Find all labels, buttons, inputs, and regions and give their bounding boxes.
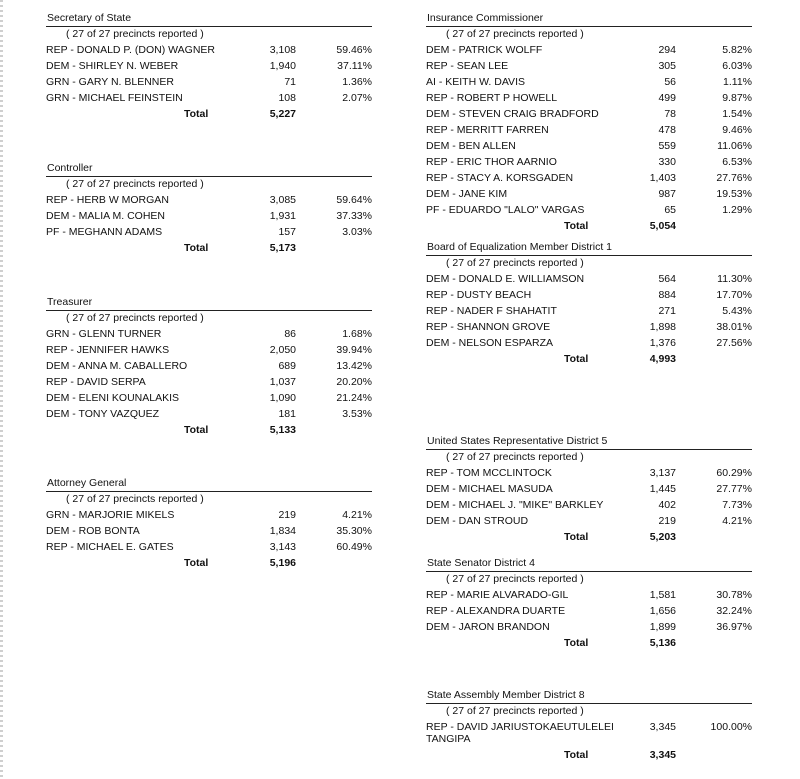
total-row <box>426 529 752 545</box>
vote-count: 1,834 <box>269 525 296 537</box>
vote-percent: 4.21% <box>342 509 372 521</box>
candidate-name: REP - MICHAEL E. GATES <box>46 541 174 553</box>
candidate-name: REP - SEAN LEE <box>426 60 509 72</box>
race-united-states-representative-district-5 <box>426 434 752 545</box>
candidate-row <box>46 208 372 224</box>
candidate-name: DEM - ANNA M. CABALLERO <box>46 360 188 372</box>
candidate-name: REP - JENNIFER HAWKS <box>46 344 170 356</box>
candidate-row <box>46 90 372 106</box>
candidate-row <box>426 202 752 218</box>
vote-percent: 11.30% <box>717 273 752 285</box>
candidate-name: REP - MERRITT FARREN <box>426 124 549 136</box>
candidate-name: DEM - JARON BRANDON <box>426 621 550 633</box>
vote-count: 3,137 <box>649 467 676 479</box>
candidate-name: PF - EDUARDO "LALO" VARGAS <box>426 204 585 216</box>
candidate-row <box>426 186 752 202</box>
race-title: Treasurer <box>47 296 93 308</box>
candidate-row <box>46 523 372 539</box>
total-row <box>46 422 372 438</box>
total-label: Total <box>184 424 209 436</box>
vote-count: 2,050 <box>269 344 296 356</box>
total-votes: 5,227 <box>269 108 296 120</box>
candidate-row <box>426 90 752 106</box>
precincts-reported: ( 27 of 27 precincts reported ) <box>446 705 584 717</box>
candidate-row <box>46 42 372 58</box>
candidate-row <box>426 303 752 319</box>
candidate-row <box>426 481 752 497</box>
candidate-name: REP - NADER F SHAHATIT <box>426 305 557 317</box>
vote-count: 3,345 <box>649 721 676 733</box>
candidate-row <box>46 74 372 90</box>
candidate-name: AI - KEITH W. DAVIS <box>426 76 525 88</box>
candidate-row <box>426 497 752 513</box>
candidate-row <box>426 287 752 303</box>
vote-count: 330 <box>658 156 676 168</box>
candidate-name: REP - ROBERT P HOWELL <box>426 92 558 104</box>
vote-percent: 1.36% <box>342 76 372 88</box>
precincts-reported: ( 27 of 27 precincts reported ) <box>66 312 204 324</box>
total-label: Total <box>184 108 209 120</box>
vote-percent: 7.73% <box>722 499 752 511</box>
candidate-row <box>46 342 372 358</box>
candidate-name: DEM - MALIA M. COHEN <box>46 210 166 222</box>
total-row <box>426 218 752 234</box>
precincts-reported: ( 27 of 27 precincts reported ) <box>446 28 584 40</box>
vote-percent: 21.24% <box>336 392 372 404</box>
race-title: Secretary of State <box>47 12 132 24</box>
total-label: Total <box>564 531 589 543</box>
vote-percent: 60.49% <box>336 541 372 553</box>
candidate-row <box>426 138 752 154</box>
candidate-name: REP - STACY A. KORSGADEN <box>426 172 574 184</box>
vote-count: 271 <box>658 305 676 317</box>
total-votes: 5,203 <box>649 531 676 543</box>
vote-count: 71 <box>284 76 296 88</box>
vote-percent: 6.53% <box>722 156 752 168</box>
vote-percent: 30.78% <box>716 589 752 601</box>
total-label: Total <box>564 749 589 761</box>
vote-percent: 27.56% <box>716 337 752 349</box>
race-title: Board of Equalization Member District 1 <box>427 241 612 253</box>
vote-percent: 13.42% <box>336 360 372 372</box>
candidate-row <box>46 507 372 523</box>
vote-count: 1,656 <box>649 605 676 617</box>
vote-percent: 39.94% <box>336 344 372 356</box>
total-row <box>426 747 752 763</box>
race-title: Insurance Commissioner <box>427 12 544 24</box>
race-title: Controller <box>47 162 93 174</box>
race-board-of-equalization-member-district-1 <box>426 240 752 367</box>
vote-count: 884 <box>658 289 676 301</box>
vote-count: 3,085 <box>269 194 296 206</box>
candidate-row <box>426 719 752 747</box>
vote-percent: 59.64% <box>336 194 372 206</box>
candidate-row <box>426 154 752 170</box>
candidate-name: REP - ALEXANDRA DUARTE <box>426 605 566 617</box>
candidate-row <box>426 42 752 58</box>
candidate-name: DEM - DAN STROUD <box>426 515 529 527</box>
vote-count: 1,403 <box>649 172 676 184</box>
candidate-row <box>46 224 372 240</box>
candidate-name: REP - DONALD P. (DON) WAGNER <box>46 44 215 56</box>
candidate-name: REP - HERB W MORGAN <box>46 194 169 206</box>
candidate-row <box>426 319 752 335</box>
candidate-name: DEM - TONY VAZQUEZ <box>46 408 159 420</box>
candidate-row <box>46 326 372 342</box>
precincts-reported: ( 27 of 27 precincts reported ) <box>66 493 204 505</box>
vote-count: 65 <box>664 204 676 216</box>
vote-count: 1,376 <box>649 337 676 349</box>
race-title: Attorney General <box>47 477 127 489</box>
vote-count: 1,581 <box>649 589 676 601</box>
vote-percent: 27.76% <box>716 172 752 184</box>
candidate-row <box>426 513 752 529</box>
total-row <box>46 106 372 122</box>
vote-count: 219 <box>658 515 676 527</box>
candidate-row <box>46 406 372 422</box>
vote-count: 3,108 <box>269 44 296 56</box>
vote-percent: 27.77% <box>716 483 752 495</box>
vote-count: 1,037 <box>269 376 296 388</box>
candidate-name: REP - TOM MCCLINTOCK <box>426 467 552 479</box>
candidate-name: DEM - SHIRLEY N. WEBER <box>46 60 179 72</box>
total-votes: 3,345 <box>649 749 676 761</box>
candidate-name: DEM - BEN ALLEN <box>426 140 516 152</box>
vote-count: 3,143 <box>269 541 296 553</box>
race-title: State Assembly Member District 8 <box>427 689 585 701</box>
vote-count: 402 <box>658 499 676 511</box>
candidate-row <box>46 58 372 74</box>
vote-percent: 9.46% <box>722 124 752 136</box>
candidate-row <box>426 465 752 481</box>
vote-percent: 20.20% <box>336 376 372 388</box>
vote-percent: 36.97% <box>716 621 752 633</box>
total-label: Total <box>564 353 589 365</box>
candidate-name: DEM - NELSON ESPARZA <box>426 337 553 349</box>
total-votes: 4,993 <box>649 353 676 365</box>
total-label: Total <box>184 242 209 254</box>
vote-count: 1,445 <box>649 483 676 495</box>
vote-count: 689 <box>278 360 296 372</box>
vote-percent: 59.46% <box>336 44 372 56</box>
total-votes: 5,054 <box>649 220 676 232</box>
vote-percent: 32.24% <box>716 605 752 617</box>
candidate-name: REP - DUSTY BEACH <box>426 289 532 301</box>
vote-percent: 19.53% <box>716 188 752 200</box>
precincts-reported: ( 27 of 27 precincts reported ) <box>446 257 584 269</box>
vote-count: 219 <box>278 509 296 521</box>
vote-percent: 1.29% <box>722 204 752 216</box>
vote-percent: 1.54% <box>722 108 752 120</box>
vote-count: 305 <box>658 60 676 72</box>
vote-count: 987 <box>658 188 676 200</box>
vote-count: 559 <box>658 140 676 152</box>
candidate-row <box>46 358 372 374</box>
total-row <box>426 635 752 651</box>
candidate-row <box>426 335 752 351</box>
candidate-name: DEM - DONALD E. WILLIAMSON <box>426 273 585 285</box>
vote-percent: 1.68% <box>342 328 372 340</box>
candidate-row <box>46 539 372 555</box>
vote-percent: 37.11% <box>337 60 372 72</box>
total-votes: 5,133 <box>269 424 296 436</box>
precincts-reported: ( 27 of 27 precincts reported ) <box>66 178 204 190</box>
precincts-reported: ( 27 of 27 precincts reported ) <box>446 573 584 585</box>
candidate-row <box>426 74 752 90</box>
candidate-name: REP - DAVID SERPA <box>46 376 146 388</box>
vote-count: 181 <box>278 408 296 420</box>
candidate-row <box>46 390 372 406</box>
vote-count: 86 <box>284 328 296 340</box>
vote-percent: 100.00% <box>710 721 752 733</box>
vote-count: 1,090 <box>269 392 296 404</box>
candidate-row <box>426 603 752 619</box>
candidate-row <box>426 58 752 74</box>
race-secretary-of-state <box>46 11 372 122</box>
vote-percent: 37.33% <box>336 210 372 222</box>
candidate-name: DEM - JANE KIM <box>426 188 508 200</box>
vote-percent: 5.82% <box>722 44 752 56</box>
vote-percent: 35.30% <box>336 525 372 537</box>
vote-percent: 2.07% <box>342 92 372 104</box>
race-controller <box>46 161 372 256</box>
precincts-reported: ( 27 of 27 precincts reported ) <box>66 28 204 40</box>
candidate-row <box>426 122 752 138</box>
vote-count: 294 <box>658 44 676 56</box>
page-edge <box>0 0 3 779</box>
total-votes: 5,173 <box>269 242 296 254</box>
precincts-reported: ( 27 of 27 precincts reported ) <box>446 451 584 463</box>
vote-percent: 1.11% <box>723 76 752 88</box>
total-label: Total <box>184 557 209 569</box>
total-votes: 5,136 <box>649 637 676 649</box>
total-label: Total <box>564 637 589 649</box>
candidate-name: GRN - GLENN TURNER <box>46 328 162 340</box>
race-title: United States Representative District 5 <box>427 435 608 447</box>
race-treasurer <box>46 295 372 438</box>
candidate-name: GRN - GARY N. BLENNER <box>46 76 174 88</box>
vote-count: 478 <box>658 124 676 136</box>
vote-count: 56 <box>664 76 676 88</box>
candidate-row <box>426 587 752 603</box>
race-title: State Senator District 4 <box>427 557 535 569</box>
race-attorney-general <box>46 476 372 571</box>
candidate-name: REP - DAVID JARIUSTOKAEUTULELEI TANGIPA <box>426 721 614 745</box>
candidate-name: DEM - PATRICK WOLFF <box>426 44 543 56</box>
vote-percent: 9.87% <box>722 92 752 104</box>
vote-count: 499 <box>658 92 676 104</box>
race-state-senator-district-4 <box>426 556 752 651</box>
vote-percent: 17.70% <box>716 289 752 301</box>
candidate-name: REP - ERIC THOR AARNIO <box>426 156 557 168</box>
total-votes: 5,196 <box>269 557 296 569</box>
vote-percent: 11.06% <box>717 140 752 152</box>
candidate-row <box>46 192 372 208</box>
total-row <box>426 351 752 367</box>
candidate-name: DEM - MICHAEL J. "MIKE" BARKLEY <box>426 499 604 511</box>
candidate-name: DEM - STEVEN CRAIG BRADFORD <box>426 108 599 120</box>
vote-count: 1,899 <box>649 621 676 633</box>
candidate-name: GRN - MICHAEL FEINSTEIN <box>46 92 183 104</box>
candidate-name: DEM - ELENI KOUNALAKIS <box>46 392 180 404</box>
candidate-name: REP - SHANNON GROVE <box>426 321 551 333</box>
vote-count: 78 <box>664 108 676 120</box>
candidate-row <box>426 271 752 287</box>
vote-count: 1,898 <box>649 321 676 333</box>
total-label: Total <box>564 220 589 232</box>
vote-percent: 38.01% <box>716 321 752 333</box>
candidate-row <box>426 170 752 186</box>
vote-percent: 5.43% <box>722 305 752 317</box>
vote-count: 1,931 <box>269 210 296 222</box>
candidate-name: GRN - MARJORIE MIKELS <box>46 509 175 521</box>
vote-percent: 3.53% <box>342 408 372 420</box>
candidate-name: PF - MEGHANN ADAMS <box>46 226 163 238</box>
vote-percent: 60.29% <box>716 467 752 479</box>
total-row <box>46 240 372 256</box>
vote-percent: 6.03% <box>722 60 752 72</box>
vote-count: 108 <box>278 92 296 104</box>
vote-count: 1,940 <box>269 60 296 72</box>
candidate-name: REP - MARIE ALVARADO-GIL <box>426 589 569 601</box>
candidate-row <box>426 106 752 122</box>
race-insurance-commissioner <box>426 11 752 234</box>
candidate-name: DEM - ROB BONTA <box>46 525 140 537</box>
candidate-row <box>426 619 752 635</box>
vote-percent: 4.21% <box>722 515 752 527</box>
candidate-row <box>46 374 372 390</box>
race-state-assembly-member-district-8 <box>426 688 752 763</box>
vote-count: 564 <box>658 273 676 285</box>
vote-percent: 3.03% <box>342 226 372 238</box>
vote-count: 157 <box>278 226 296 238</box>
candidate-name: DEM - MICHAEL MASUDA <box>426 483 553 495</box>
total-row <box>46 555 372 571</box>
